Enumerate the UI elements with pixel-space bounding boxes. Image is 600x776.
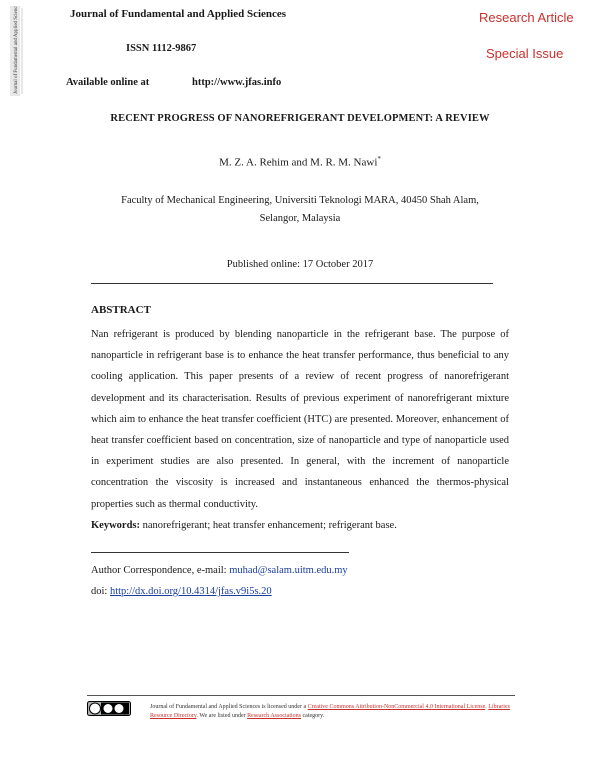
authors <box>0 155 600 169</box>
divider-top <box>91 283 493 284</box>
doi-label: doi: <box>91 586 110 597</box>
correspondence-label: Author Correspondence, e-mail: <box>91 565 230 576</box>
article-type-label: Research Article <box>479 10 574 25</box>
license-text-2: . <box>485 704 489 710</box>
affiliation-line-2: Selangor, Malaysia <box>259 213 341 224</box>
keywords-label: Keywords: <box>91 520 140 531</box>
journal-logo <box>8 6 64 96</box>
author-names: M. Z. A. Rehim and M. R. M. Nawi <box>219 156 378 169</box>
divider-footnote <box>91 552 349 553</box>
license-text-3: . We are listed under <box>196 713 248 719</box>
license-link[interactable]: Creative Commons Attribution-NonCommercial 4.0 International License <box>307 704 486 710</box>
published-date: Published online: 17 October 2017 <box>226 259 374 270</box>
divider-footer <box>87 695 515 696</box>
license-text-4: category. <box>301 713 325 719</box>
license-text-1: Journal of Fundamental and Applied Sciences is licensed under a <box>150 704 308 710</box>
paper-title: RECENT PROGRESS OF NANOREFRIGERANT DEVELOPMENT: A REVIEW <box>110 113 490 124</box>
available-online-label: Available online at <box>66 77 150 88</box>
journal-title: Journal of Fundamental and Applied Sciences <box>70 8 287 20</box>
abstract-heading: ABSTRACT <box>91 304 151 316</box>
issue-type-label: Special Issue <box>486 46 564 61</box>
journal-url-link[interactable]: http://www.jfas.info <box>192 77 282 88</box>
abstract-body: Nan refrigerant is produced by blending nanoparticle in the refrigerant base. The purpose of nanoparticle in refrigerant base is to enhance the heat transfer performance, thus beneficial to any cooling application. This paper presents of a review of recent progress of nanorefrigerant development and its characterisation. Results of previous experiment of nanorefrigerant mixture which aim to enhance the heat transfer coefficient (HTC) are presented. Moreover, enhancement of heat transfer coefficient based on concentration, size of nanoparticle and type of nanoparticle used in experiment studies are also presented. In general, with the increment of nanoparticle concentration the viscosity is increased and instantaneous enhanced the thermos-physical properties such as thermal conductivity. <box>91 329 509 510</box>
doi-link[interactable]: http://dx.doi.org/10.4314/jfas.v9i5s.20 <box>109 586 272 597</box>
corresponding-mark: * <box>377 155 381 163</box>
keywords <box>91 520 397 531</box>
associations-link[interactable]: Research Associations <box>247 713 301 719</box>
affiliation-line-1: Faculty of Mechanical Engineering, Universiti Teknologi MARA, 40450 Shah Alam, <box>121 195 479 206</box>
author-correspondence <box>91 565 348 576</box>
keywords-list: nanorefrigerant; heat transfer enhancement; refrigerant base. <box>140 520 397 531</box>
logo-vertical-text: Journal of Fundamental and Applied Sciences <box>14 6 19 94</box>
license-statement <box>150 703 515 721</box>
email-link[interactable]: muhad@salam.uitm.edu.my <box>229 565 348 576</box>
directory-link[interactable]: Libraries Resource Directory <box>150 704 510 719</box>
issn: ISSN 1112-9867 <box>126 43 197 54</box>
doi <box>91 586 272 597</box>
cc-license-badge[interactable] <box>87 701 131 716</box>
